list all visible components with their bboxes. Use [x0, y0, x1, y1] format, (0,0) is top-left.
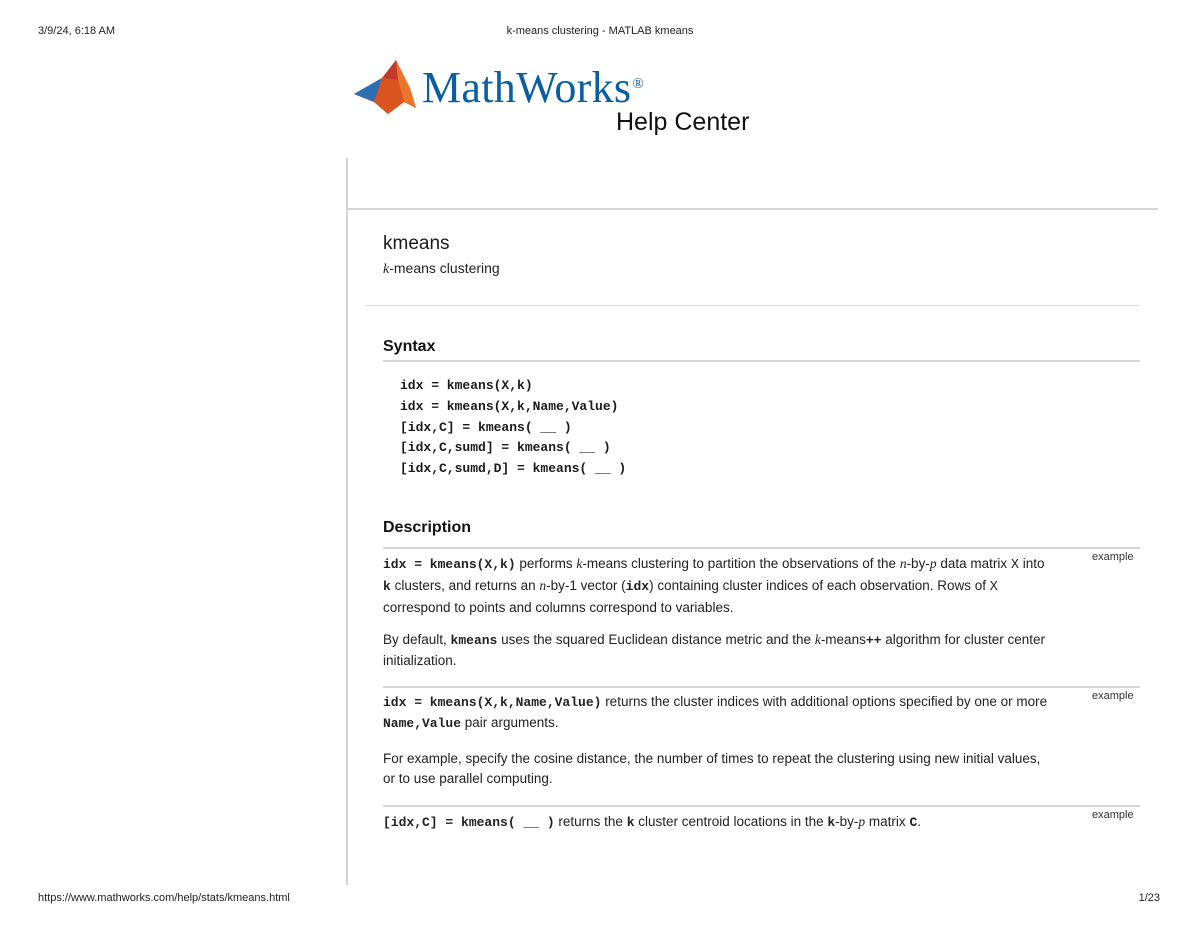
print-datetime: 3/9/24, 6:18 AM — [38, 25, 116, 37]
description-paragraph: By default, kmeans uses the squared Euclidean distance metric and the k-means++ algorithm for cluster center initialization. — [383, 632, 1045, 668]
syntax-heading: Syntax — [383, 338, 436, 355]
syntax-line[interactable]: idx = kmeans(X,k) — [400, 378, 533, 393]
description-paragraph: For example, specify the cosine distance, the number of times to repeat the clustering using new initial values, or to use parallel computing. — [383, 751, 1041, 786]
left-divider — [346, 158, 348, 885]
description-paragraph: idx = kmeans(X,k,Name,Value) returns the cluster indices with additional options specified by one or more Name,Value pair arguments. — [383, 694, 1048, 731]
syntax-line[interactable]: [idx,C,sumd] = kmeans( __ ) — [400, 440, 611, 455]
example-link[interactable]: example — [1092, 809, 1134, 821]
help-center-label[interactable]: Help Center — [616, 108, 750, 136]
block-rule — [383, 805, 1140, 807]
print-url[interactable]: https://www.mathworks.com/help/stats/kmeans.html — [38, 892, 290, 904]
block-rule — [383, 686, 1140, 688]
description-heading: Description — [383, 519, 472, 536]
page-subtitle: k-means clustering — [383, 260, 500, 277]
code-ref: idx = kmeans(X,k,Name,Value) — [383, 695, 602, 710]
example-link[interactable]: example — [1092, 551, 1134, 563]
description-rule — [383, 547, 1140, 549]
description-paragraph: idx = kmeans(X,k) performs k-means clustering to partition the observations of the n-by-p data matrix X into k clusters, and returns an n-by-1 vector (idx) containing cluster indices of each observation. Rows of X correspond to points and columns correspond to variables. — [383, 556, 1045, 615]
page-title: kmeans — [383, 233, 450, 254]
syntax-line[interactable]: idx = kmeans(X,k,Name,Value) — [400, 399, 619, 414]
code-ref: [idx,C] = kmeans( __ ) — [383, 815, 555, 830]
syntax-rule — [383, 360, 1140, 362]
syntax-line[interactable]: [idx,C] = kmeans( __ ) — [400, 420, 572, 435]
mathworks-logo[interactable] — [352, 58, 772, 148]
syntax-line[interactable]: [idx,C,sumd,D] = kmeans( __ ) — [400, 461, 627, 476]
print-doc-title: k-means clustering - MATLAB kmeans — [506, 25, 694, 37]
example-link[interactable]: example — [1092, 690, 1134, 702]
membrane-logo-icon — [352, 58, 418, 120]
logo-wordmark: MathWorks® — [422, 63, 645, 112]
code-ref: idx = kmeans(X,k) — [383, 557, 516, 572]
top-divider — [348, 208, 1158, 210]
page-number: 1/23 — [1138, 892, 1160, 904]
description-paragraph: [idx,C] = kmeans( __ ) returns the k cluster centroid locations in the k-by-p matrix C. — [383, 814, 922, 830]
title-divider — [366, 305, 1140, 306]
